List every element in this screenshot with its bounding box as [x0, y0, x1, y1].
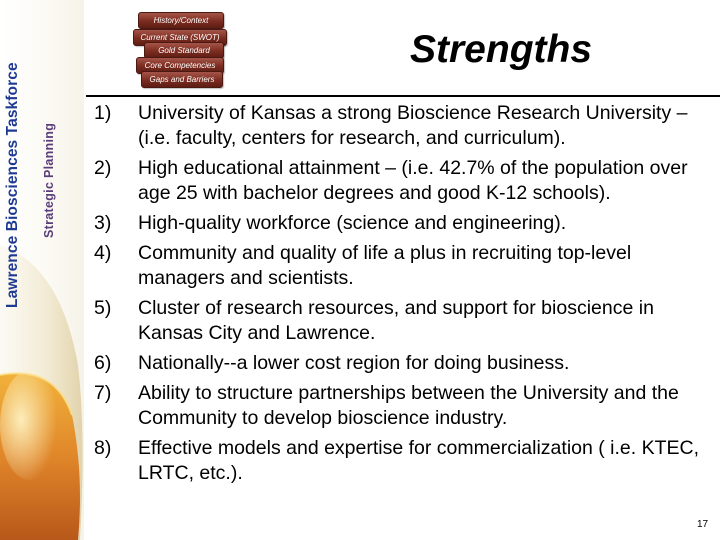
item-number: 2) — [94, 157, 112, 179]
nav-current-state-swot[interactable]: Current State (SWOT) — [133, 29, 227, 46]
list-item — [94, 211, 702, 236]
item-number: 8) — [94, 437, 112, 459]
list-item — [94, 156, 702, 206]
list-item — [94, 296, 702, 346]
item-number: 6) — [94, 352, 112, 374]
item-text: Cluster of research resources, and support for bioscience in Kansas City and Lawrence. — [138, 297, 654, 344]
section-nav — [0, 0, 260, 90]
list-item — [94, 351, 702, 376]
nav-core-competencies[interactable]: Core Competencies — [136, 57, 224, 74]
item-text: University of Kansas a strong Bioscience Research University – (i.e. faculty, centers for research, and curriculum). — [138, 102, 688, 149]
nav-history-context[interactable]: History/Context — [138, 12, 224, 29]
item-text: High-quality workforce (science and engineering). — [138, 212, 567, 234]
item-text: Community and quality of life a plus in recruiting top-level managers and scientists. — [138, 242, 632, 289]
item-text: High educational attainment – (i.e. 42.7% of the population over age 25 with bachelor degrees and good K-12 schools). — [138, 157, 688, 204]
list-item — [94, 381, 702, 431]
title-divider — [86, 95, 720, 97]
item-number: 5) — [94, 297, 112, 319]
nav-gold-standard[interactable]: Gold Standard — [144, 42, 224, 59]
page-number: 17 — [697, 519, 709, 530]
item-text: Nationally--a lower cost region for doing business. — [138, 352, 570, 374]
strategic-planning-label: Strategic Planning — [42, 122, 56, 238]
strengths-list — [94, 101, 702, 491]
list-item — [94, 436, 702, 486]
slide-title: Strengths — [410, 28, 593, 71]
item-number: 3) — [94, 212, 112, 234]
list-item — [94, 101, 702, 151]
item-number: 1) — [94, 102, 112, 124]
list-item — [94, 241, 702, 291]
item-number: 4) — [94, 242, 112, 264]
taskforce-title: Lawrence Biosciences Taskforce — [4, 62, 21, 308]
nav-gaps-and-barriers[interactable]: Gaps and Barriers — [141, 71, 223, 88]
item-text: Ability to structure partnerships between the University and the Community to develop bioscience industry. — [138, 382, 679, 429]
item-text: Effective models and expertise for commercialization ( i.e. KTEC, LRTC, etc.). — [138, 437, 700, 484]
item-number: 7) — [94, 382, 112, 404]
